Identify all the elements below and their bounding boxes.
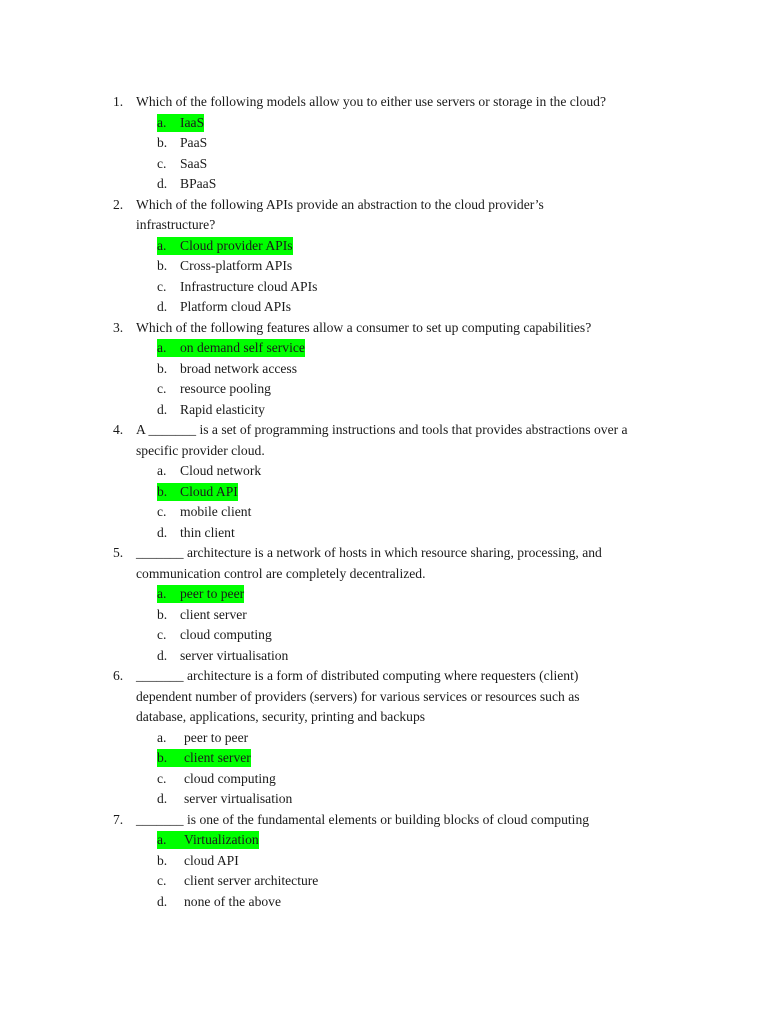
option-text: Cloud provider APIs — [180, 237, 293, 253]
option-letter: a. — [157, 237, 167, 253]
option-text: Cloud API — [180, 483, 238, 499]
option-letter: d. — [157, 791, 168, 806]
option-text: cloud computing — [184, 770, 276, 786]
question-number: 4. — [113, 422, 124, 437]
question-text: _______ architecture is a network of hosts in which resource sharing, processing, and — [136, 545, 602, 560]
option-text: mobile client — [180, 504, 252, 519]
option-text: PaaS — [180, 135, 208, 150]
option-text: client server — [180, 606, 247, 622]
option-text: server virtualisation — [180, 647, 289, 663]
option-letter: b. — [157, 135, 168, 150]
option-text: Infrastructure cloud APIs — [180, 278, 318, 294]
option-text: cloud computing — [180, 627, 272, 642]
question-number: 1. — [113, 94, 124, 109]
option-letter: b. — [157, 483, 168, 499]
question-text: dependent number of providers (servers) for various services or resources such as — [136, 688, 580, 704]
question-number: 7. — [113, 811, 124, 827]
option-text: Rapid elasticity — [180, 401, 265, 417]
question-number: 6. — [113, 668, 124, 683]
question-text: A _______ is a set of programming instructions and tools that provides abstractions over a — [136, 422, 628, 437]
option-letter: a. — [157, 340, 167, 355]
question-number: 5. — [113, 545, 124, 560]
question-text: specific provider cloud. — [136, 442, 265, 458]
question-number: 2. — [113, 196, 124, 212]
option-letter: d. — [157, 401, 168, 417]
question-text: Which of the following APIs provide an abstraction to the cloud provider’s — [136, 196, 544, 212]
option-letter: d. — [157, 299, 168, 314]
option-letter: a. — [157, 832, 167, 847]
question-text: Which of the following models allow you to either use servers or storage in the cloud? — [136, 94, 606, 109]
option-text: server virtualisation — [184, 791, 293, 806]
option-letter: d. — [157, 176, 168, 191]
option-letter: d. — [157, 647, 168, 663]
option-text: Cross-platform APIs — [180, 258, 293, 273]
question-text: Which of the following features allow a consumer to set up computing capabilities? — [136, 319, 592, 335]
option-letter: c. — [157, 770, 167, 786]
option-letter: c. — [157, 381, 167, 396]
option-letter: c. — [157, 873, 167, 888]
option-text: client server — [184, 750, 251, 765]
option-letter: d. — [157, 893, 168, 909]
option-text: on demand self service — [180, 340, 305, 355]
option-text: IaaS — [180, 114, 205, 130]
option-text: Cloud network — [180, 463, 262, 478]
option-text: BPaaS — [180, 176, 217, 191]
option-text: resource pooling — [180, 381, 271, 396]
option-text: Platform cloud APIs — [180, 299, 292, 314]
question-text: _______ architecture is a form of distributed computing where requesters (client) — [136, 668, 579, 683]
option-text: none of the above — [184, 893, 282, 909]
option-letter: c. — [157, 155, 167, 171]
question-number: 3. — [113, 319, 124, 335]
option-letter: b. — [157, 360, 168, 376]
option-text: client server architecture — [184, 873, 319, 888]
option-text: peer to peer — [184, 729, 249, 745]
question-text: _______ is one of the fundamental elements or building blocks of cloud computing — [136, 811, 590, 827]
option-letter: a. — [157, 114, 167, 130]
option-text: Virtualization — [184, 832, 259, 847]
question-text: infrastructure? — [136, 217, 216, 232]
option-letter: b. — [157, 852, 168, 868]
option-letter: c. — [157, 504, 167, 519]
option-letter: c. — [157, 627, 167, 642]
option-letter: c. — [157, 278, 167, 294]
option-text: broad network access — [180, 360, 298, 376]
option-letter: b. — [157, 258, 168, 273]
option-text: SaaS — [180, 155, 208, 171]
option-letter: b. — [157, 606, 168, 622]
option-letter: a. — [157, 729, 167, 745]
option-text: peer to peer — [180, 586, 245, 601]
option-text: cloud API — [184, 852, 239, 868]
option-letter: a. — [157, 586, 167, 601]
question-text: communication control are completely decentralized. — [136, 565, 426, 581]
question-text: database, applications, security, printing and backups — [136, 709, 426, 724]
option-text: thin client — [180, 524, 235, 540]
option-letter: b. — [157, 750, 168, 765]
option-letter: d. — [157, 524, 168, 540]
option-letter: a. — [157, 463, 167, 478]
